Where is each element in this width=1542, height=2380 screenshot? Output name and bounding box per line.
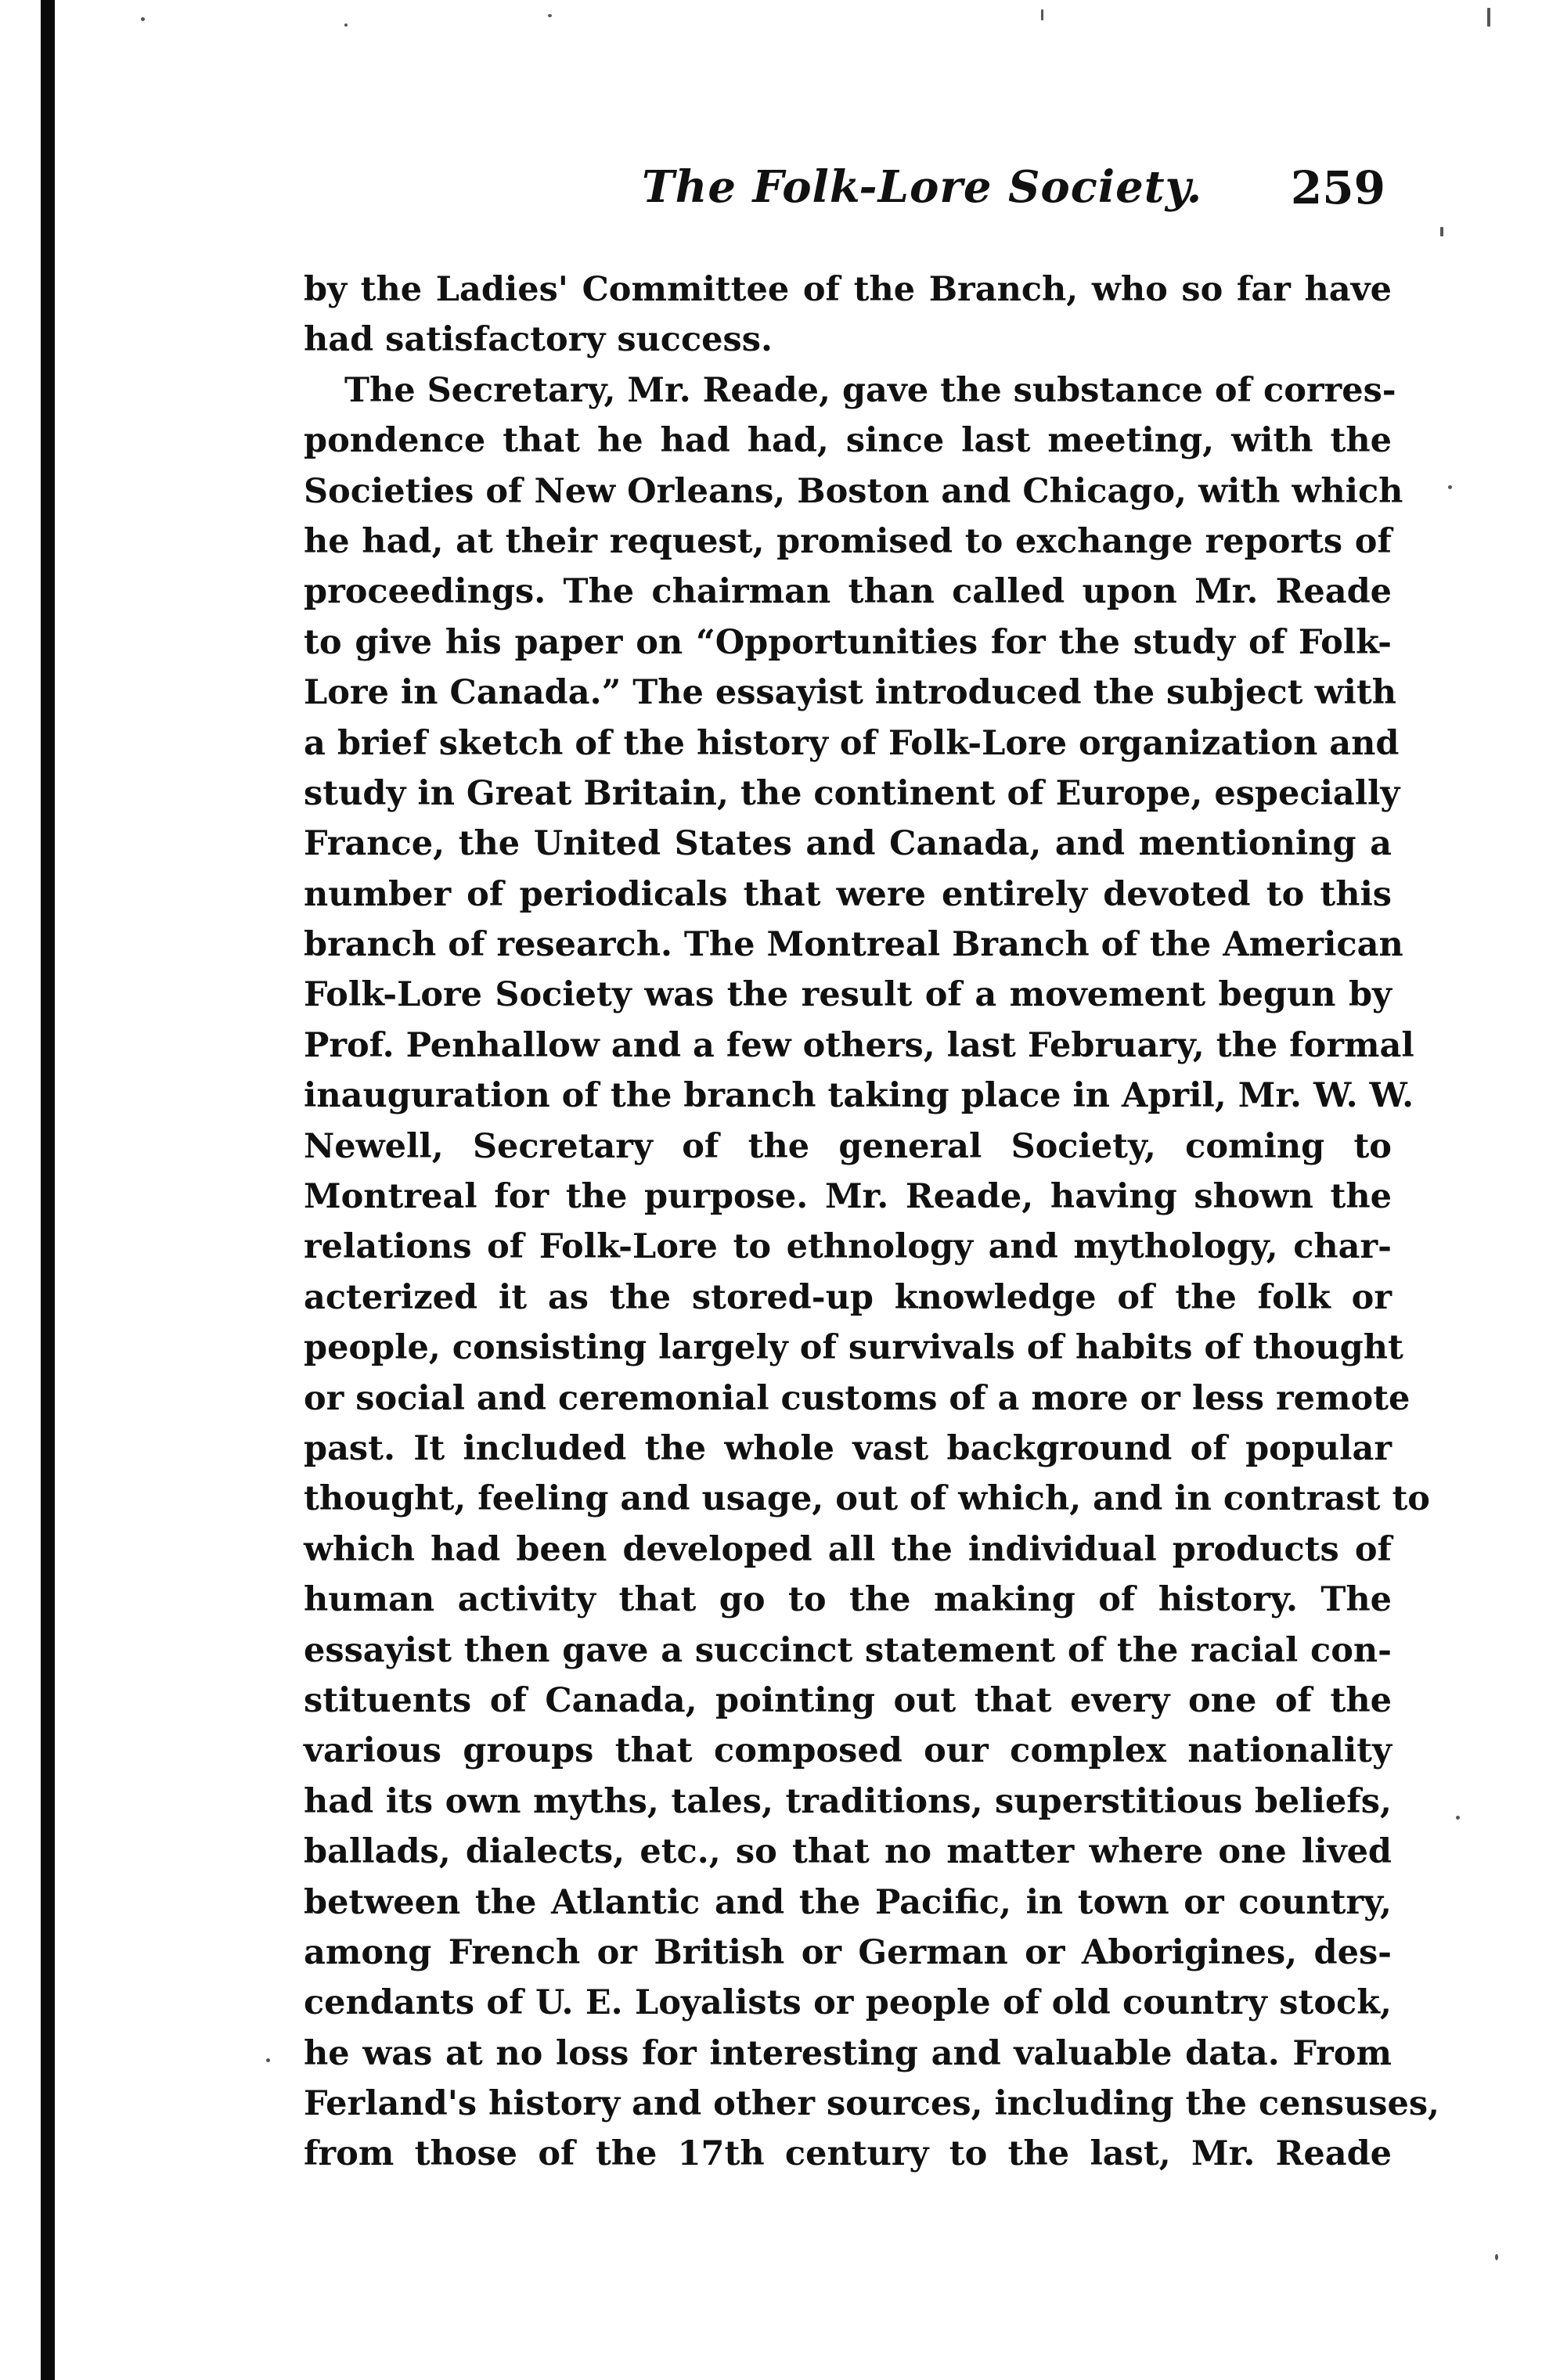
text-line: The Secretary, Mr. Reade, gave the substance of corres- [344,370,1396,410]
scan-speck [548,14,552,17]
text-line: branch of research. The Montreal Branch of the American [304,925,1403,965]
text-line: he had, at their request, promised to exchange reports of [304,521,1392,561]
scan-speck [344,23,348,27]
text-line: pondence that he had had, since last meeting, with the [304,421,1392,461]
text-line: number of periodicals that were entirely devoted to this [304,874,1392,914]
text-line: study in Great Britain, the continent of Europe, especially [304,773,1400,813]
text-line: Folk-Lore Society was the result of a movement begun by [304,975,1392,1015]
scan-speck [1448,485,1452,489]
scan-speck [1456,1816,1460,1820]
text-line: thought, feeling and usage, out of which, and in contrast to [304,1479,1430,1519]
text-line: various groups that composed our complex nationality [304,1731,1392,1771]
text-line: cendants of U. E. Loyalists or people of old country stock, [304,1983,1392,2023]
scan-speck [1440,227,1443,236]
text-line: ballads, dialects, etc., so that no matter where one lived [304,1832,1392,1872]
text-line: acterized it as the stored-up knowledge of the folk or [304,1277,1392,1317]
text-line: France, the United States and Canada, and mentioning a [304,824,1392,864]
text-line: a brief sketch of the history of Folk-Lore organization and [304,723,1400,763]
scan-speck [1041,9,1043,20]
text-line: inauguration of the branch taking place in April, Mr. W. W. [304,1076,1414,1116]
text-line: had its own myths, tales, traditions, superstitious beliefs, [304,1781,1392,1821]
scan-edge-shadow [41,0,55,2380]
text-line: Newell, Secretary of the general Society, coming to [304,1126,1392,1166]
text-line: by the Ladies' Committee of the Branch, who so far have [304,270,1392,309]
text-line: people, consisting largely of survivals of habits of thought [304,1328,1403,1368]
running-title: The Folk-Lore Society. [642,161,1203,213]
text-line: to give his paper on “Opportunities for the study of Folk- [304,622,1392,662]
text-line: stituents of Canada, pointing out that every one of the [304,1680,1392,1720]
text-line: Ferland's history and other sources, including the censuses, [304,2084,1440,2124]
text-line: proceedings. The chairman than called upon Mr. Reade [304,572,1392,612]
page-number: 259 [1290,161,1385,214]
text-line: had satisfactory success. [304,320,773,360]
scan-speck [1495,2254,1498,2260]
text-line: between the Atlantic and the Pacific, in town or country, [304,1882,1392,1922]
scan-speck [266,2058,270,2062]
text-line: from those of the 17th century to the last, Mr. Reade [304,2134,1392,2174]
text-line: essayist then gave a succinct statement of the racial con- [304,1630,1392,1670]
scan-speck [141,17,145,21]
text-line: which had been developed all the individual products of [304,1529,1392,1569]
text-line: Prof. Penhallow and a few others, last February, the formal [304,1025,1414,1065]
text-line: Societies of New Orleans, Boston and Chicago, with which [304,471,1403,511]
text-line: relations of Folk-Lore to ethnology and mythology, char- [304,1227,1392,1267]
text-line: past. It included the whole vast background of popular [304,1428,1392,1468]
text-line: he was at no loss for interesting and valuable data. From [304,2033,1392,2073]
body-text [304,265,1440,2180]
scan-speck [1487,8,1490,27]
text-line: Lore in Canada.” The essayist introduced the subject with [304,673,1396,713]
text-line: or social and ceremonial customs of a more or less remote [304,1378,1410,1418]
text-line: Montreal for the purpose. Mr. Reade, having shown the [304,1177,1392,1217]
text-line: human activity that go to the making of history. The [304,1580,1392,1620]
text-line: among French or British or German or Aborigines, des- [304,1932,1392,1972]
page-header [305,153,1409,224]
